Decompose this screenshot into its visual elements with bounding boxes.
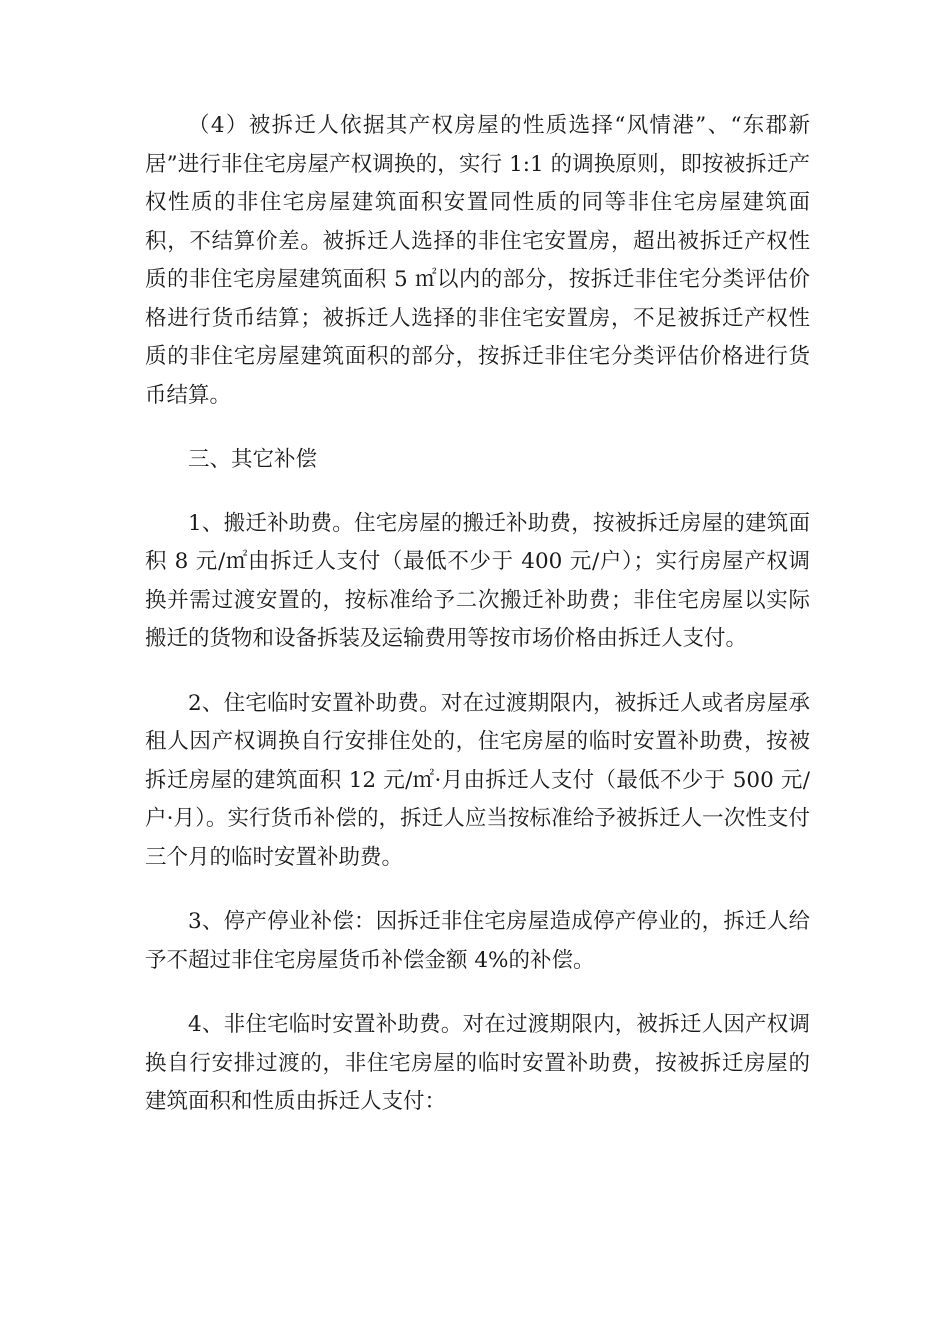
paragraph-non-residential-exchange: （4）被拆迁人依据其产权房屋的性质选择“风情港”、“东郡新居”进行非住宅房屋产权调换的，实行 1:1 的调换原则，即按被拆迁产权性质的非住宅房屋建筑面积安置同性质的同等非住宅房屋建筑面积，不结算价差。被拆迁人选择的非住宅安置房，超出被拆迁产权性质的非住宅房屋建筑面积 5 ㎡以内的部分，按拆迁非住宅分类评估价格进行货币结算；被拆迁人选择的非住宅安置房，不足被拆迁产权性质的非住宅房屋建筑面积的部分，按拆迁非住宅分类评估价格进行货币结算。 [145, 113, 810, 408]
paragraph-business-suspension-compensation: 3、停产停业补偿：因拆迁非住宅房屋造成停产停业的，拆迁人给予不超过非住宅房屋货币补偿金额 4%的补偿。 [145, 909, 810, 973]
paragraph-relocation-subsidy: 1、搬迁补助费。住宅房屋的搬迁补助费，按被拆迁房屋的建筑面积 8 元/㎡由拆迁人支付（最低不少于 400 元/户）；实行房屋产权调换并需过渡安置的，按标准给予二次搬迁补助费；非住宅房屋以实际搬迁的货物和设备拆装及运输费用等按市场价格由拆迁人支付。 [145, 510, 810, 651]
paragraph-non-residential-temporary-subsidy: 4、非住宅临时安置补助费。对在过渡期限内，被拆迁人因产权调换自行安排过渡的，非住宅房屋的临时安置补助费，按被拆迁房屋的建筑面积和性质由拆迁人支付： [145, 1012, 810, 1114]
section-heading-other-compensation: 三、其它补偿 [188, 447, 318, 472]
paragraph-residential-temporary-subsidy: 2、住宅临时安置补助费。对在过渡期限内，被拆迁人或者房屋承租人因产权调换自行安排住处的，住宅房屋的临时安置补助费，按被拆迁房屋的建筑面积 12 元/㎡·月由拆迁人支付（最低不少于 500 元/户·月）。实行货币补偿的，拆迁人应当按标准给予被拆迁人一次性支付三个月的临时安置补助费。 [145, 690, 810, 870]
document-body [145, 107, 810, 1148]
